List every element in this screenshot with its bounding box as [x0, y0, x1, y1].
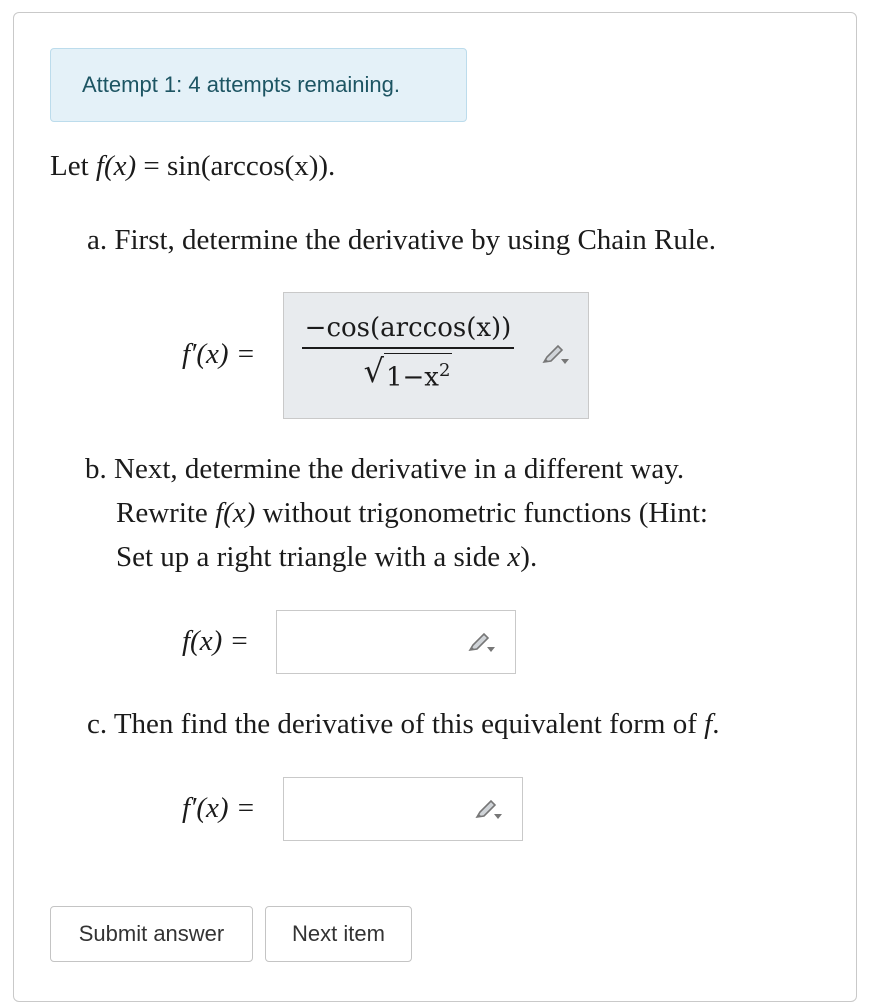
fraction-bar — [302, 347, 514, 349]
sqrt-icon: √ — [363, 351, 384, 390]
answer-a-input[interactable] — [283, 292, 589, 419]
answer-a-fraction — [302, 313, 514, 391]
part-b-line2: Rewrite f(x) without trigonometric functions (Hint: — [116, 497, 708, 529]
attempts-text: Attempt 1: 4 attempts remaining. — [82, 72, 400, 97]
answer-a-numerator: −cos(arccos(x)) — [304, 313, 512, 343]
answer-b-input[interactable] — [276, 610, 516, 674]
answer-a-denominator: √ $1-x^2$ — [363, 351, 451, 393]
pencil-dropdown-icon[interactable] — [474, 798, 504, 822]
part-b-line1: b. Next, determine the derivative in a different way. — [85, 453, 685, 485]
part-b-line3: Set up a right triangle with a side x). — [116, 541, 538, 573]
next-item-button[interactable]: Next item — [265, 906, 412, 962]
attempts-banner — [50, 48, 467, 122]
answer-c-label: f′(x) = — [182, 792, 256, 824]
problem-statement: Let f(x) = sin(arccos(x)). — [50, 150, 336, 182]
answer-a-label: f′(x) = — [182, 338, 256, 370]
part-a-text: a. First, determine the derivative by using Chain Rule. — [87, 224, 717, 256]
submit-answer-button[interactable]: Submit answer — [50, 906, 253, 962]
part-c-text: c. Then find the derivative of this equivalent form of f. — [87, 708, 720, 740]
answer-c-input[interactable] — [283, 777, 523, 841]
answer-b-label: f(x) = — [182, 625, 250, 657]
pencil-dropdown-icon[interactable] — [541, 343, 571, 367]
pencil-dropdown-icon[interactable] — [467, 631, 497, 655]
